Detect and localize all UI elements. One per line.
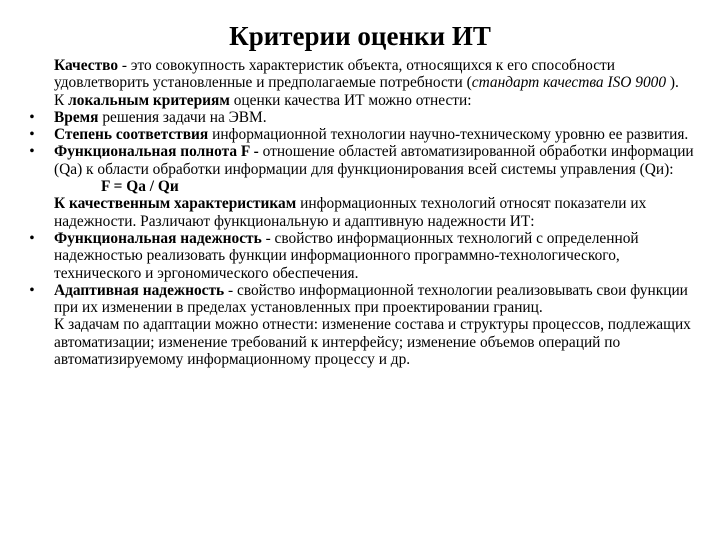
time-term: Время [54,108,99,126]
local-criteria-intro [26,92,706,109]
qualitative-text: информационных технологий относят показатели их надежности. Различают функциональную и адаптивную надежности ИТ: [54,195,647,230]
quality-close: ). [669,74,679,92]
bullet-icon: • [29,126,35,144]
bullet-icon: • [29,229,35,247]
functional-reliability-text: - свойство информационных технологий с определенной надежностью реализовать функции информационного программно-технологического, технического и эргономического обеспечения. [54,229,639,282]
conformity-term: Степень соответствия [54,126,209,144]
bullet-icon: • [29,281,35,299]
local-intro-term: локальным критериям [68,91,230,109]
completeness-text: отношение областей автоматизированной обработки информации (Qa) к области обработки информации для функционирования всей системы управления (Qи): [54,143,694,178]
qualitative-term: К качественным характеристикам [54,195,297,213]
quality-term: Качество [54,57,119,74]
qualitative-intro [26,195,706,230]
time-text: решения задачи на ЭВМ. [98,108,267,126]
adaptive-reliability-text: - свойство информационной технологии реализовывать свои функции при их изменении в пределах установленных при проектировании границ. [54,281,688,317]
completeness-term: Функциональная полнота F - [54,143,259,161]
quality-definition [26,57,706,92]
list-item-conformity [26,126,706,143]
quality-text: - это совокупность характеристик объекта, относящихся к его способности удовлетворить установленные и предполагаемые потребности ( [54,57,615,92]
local-intro-post: оценки качества ИТ можно отнести: [229,91,472,109]
completeness-formula: F = Qa / Qи [101,178,179,196]
slide-body [26,57,706,368]
list-item-completeness [26,143,706,178]
quality-standard: стандарт качества ISO 9000 [471,74,670,92]
bullet-icon: • [29,108,35,126]
slide-title: Критерии оценки ИТ [229,21,491,51]
list-item-time [26,109,706,126]
adaptive-reliability-term: Адаптивная надежность [54,281,225,299]
adaptation-tasks: К задачам по адаптации можно отнести: изменение состава и структуры процессов, подлежащих автоматизации; изменение требований к интерфейсу; изменение объемов операций по автоматизируемому информационному процессу и др. [54,316,691,369]
list-item-adaptive-reliability [26,282,706,317]
bullet-icon: • [29,143,35,161]
list-item-functional-reliability [26,230,706,282]
conformity-text: информационной технологии научно-техническому уровню ее развития. [208,126,689,144]
functional-reliability-term: Функциональная надежность [54,229,262,247]
local-intro-pre: К [54,91,69,109]
